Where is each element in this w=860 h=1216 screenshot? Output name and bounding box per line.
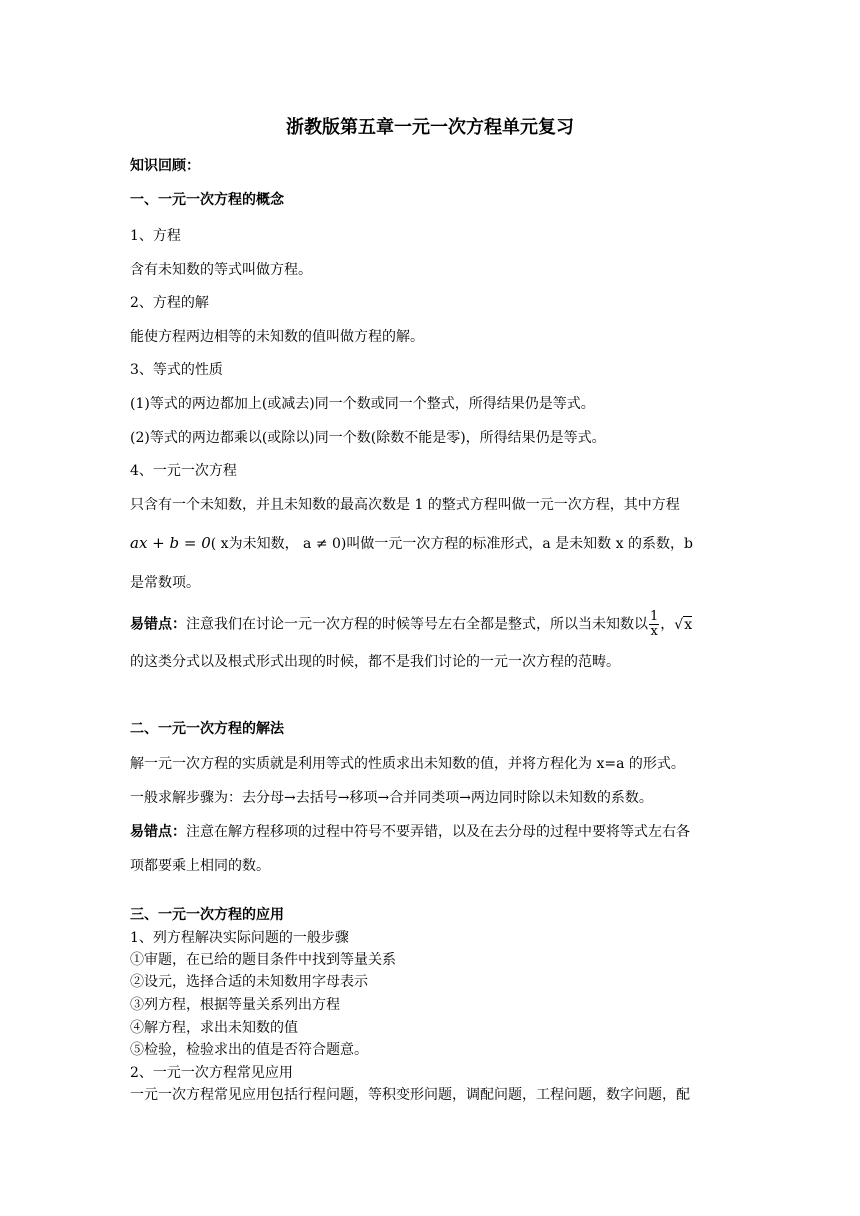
subheading-properties: 3、等式的性质 bbox=[130, 362, 223, 378]
step-3: ③列方程，根据等量关系列出方程 bbox=[130, 997, 340, 1013]
fraction-numerator: 1 bbox=[650, 609, 659, 624]
formula-condition: ( x为未知数， a ≠ 0) bbox=[210, 536, 347, 552]
standard-form-formula: ax + b = 0 bbox=[130, 534, 211, 552]
common-applications-heading: 2、一元一次方程常见应用 bbox=[130, 1065, 293, 1081]
solving-essence: 解一元一次方程的实质就是利用等式的性质求出未知数的值，并将方程化为 x=a 的形式。 bbox=[130, 756, 685, 772]
error-label: 易错点： bbox=[130, 616, 186, 633]
fraction-one-over-x bbox=[649, 610, 659, 639]
common-applications-text: 一元一次方程常见应用包括行程问题，等积变形问题，调配问题，工程问题，数字问题，配 bbox=[130, 1087, 690, 1103]
section-3-heading: 三、一元一次方程的应用 bbox=[130, 907, 284, 923]
document-title: 浙教版第五章一元一次方程单元复习 bbox=[286, 117, 574, 138]
error-note-1 bbox=[130, 610, 692, 639]
definition-linear-2 bbox=[130, 533, 693, 554]
definition-equation: 含有未知数的等式叫做方程。 bbox=[130, 262, 312, 278]
subheading-linear-equation: 4、一元一次方程 bbox=[130, 463, 237, 479]
error-note-2 bbox=[130, 822, 690, 842]
section-2-heading: 二、一元一次方程的解法 bbox=[130, 721, 284, 737]
solving-steps: 一般求解步骤为：去分母→去括号→移项→合并同类项→两边同时除以未知数的系数。 bbox=[130, 790, 653, 806]
error-label-2: 易错点： bbox=[130, 824, 186, 840]
fraction-denominator: x bbox=[650, 624, 658, 639]
error-note-2-continued: 项都要乘上相同的数。 bbox=[130, 858, 270, 874]
error-note-1-continued: 的这类分式以及根式形式出现的时候，都不是我们讨论的一元一次方程的范畴。 bbox=[130, 654, 620, 670]
step-1: ①审题，在已给的题目条件中找到等量关系 bbox=[130, 952, 396, 968]
intro-label: 知识回顾： bbox=[130, 158, 200, 174]
subheading-equation: 1、方程 bbox=[130, 228, 181, 244]
definition-linear-1: 只含有一个未知数，并且未知数的最高次数是 1 的整式方程叫做一元一次方程，其中方程 bbox=[130, 497, 680, 513]
error-note-2-text: 注意在解方程移项的过程中符号不要弄错，以及在去分母的过程中要将等式左右各 bbox=[186, 824, 690, 840]
definition-linear-2-text: 叫做一元一次方程的标准形式，a 是未知数 x 的系数，b bbox=[346, 536, 693, 552]
separator-comma: ， bbox=[660, 616, 675, 633]
section-1-heading: 一、一元一次方程的概念 bbox=[130, 192, 284, 208]
application-steps-heading: 1、列方程解决实际问题的一般步骤 bbox=[130, 930, 349, 946]
error-note-1-text: 注意我们在讨论一元一次方程的时候等号左右全都是整式，所以当未知数以 bbox=[186, 616, 648, 633]
sqrt-radicand: x bbox=[684, 616, 693, 633]
property-1: (1)等式的两边都加上(或减去)同一个数或同一个整式，所得结果仍是等式。 bbox=[130, 396, 595, 412]
step-2: ②设元，选择合适的未知数用字母表示 bbox=[130, 974, 368, 990]
subheading-solution: 2、方程的解 bbox=[130, 295, 209, 311]
square-root-x bbox=[674, 615, 692, 635]
step-4: ④解方程，求出未知数的值 bbox=[130, 1020, 298, 1036]
definition-linear-3: 是常数项。 bbox=[130, 575, 200, 591]
property-2: (2)等式的两边都乘以(或除以)同一个数(除数不能是零)，所得结果仍是等式。 bbox=[130, 430, 606, 446]
definition-solution: 能使方程两边相等的未知数的值叫做方程的解。 bbox=[130, 329, 424, 345]
sqrt-symbol: √ bbox=[674, 616, 684, 633]
step-5: ⑤检验，检验求出的值是否符合题意。 bbox=[130, 1042, 368, 1058]
